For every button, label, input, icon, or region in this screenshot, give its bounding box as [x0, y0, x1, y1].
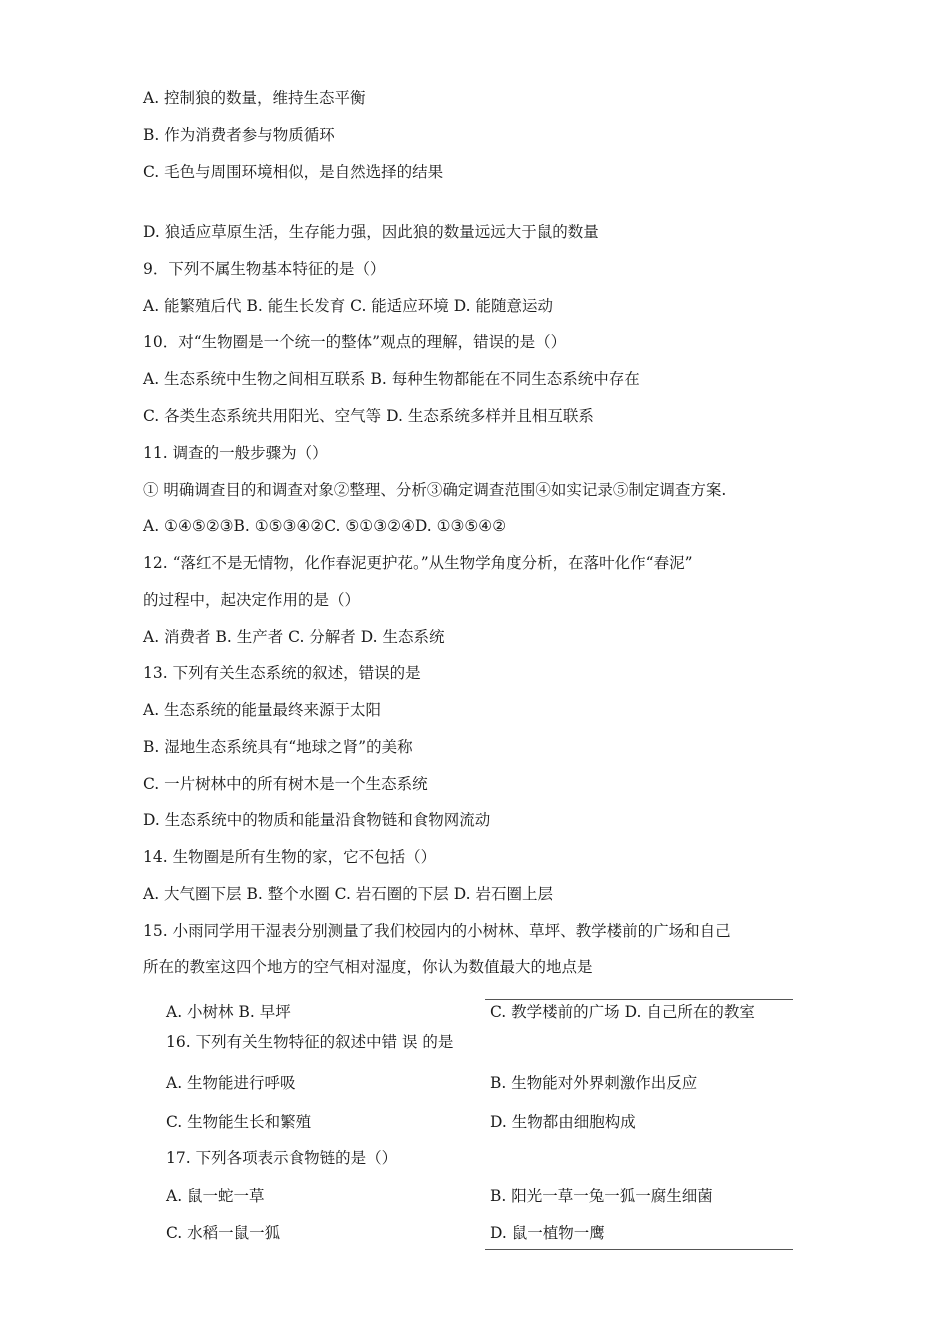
q11-stem: 11. 调查的一般步骤为（）: [143, 444, 328, 462]
q12-stem-line2: 的过程中，起决定作用的是（）: [143, 591, 361, 609]
q11-steps: ① 明确调查目的和调查对象②整理、分析③确定调查范围④如实记录⑤制定调查方案.: [143, 481, 727, 499]
q8-option-a: A. 控制狼的数量，维持生态平衡: [143, 89, 366, 107]
q17-option-d: D. 鼠一植物一鹰: [490, 1224, 605, 1242]
q16-stem: 16. 下列有关生物特征的叙述中错 误 的是: [166, 1033, 454, 1051]
q15-stem-line1: 15. 小雨同学用干湿表分别测量了我们校园内的小树林、草坪、教学楼前的广场和自己: [143, 922, 731, 940]
divider-rule-top: [485, 999, 793, 1000]
q13-stem: 13. 下列有关生态系统的叙述，错误的是: [143, 664, 421, 682]
q9-stem: 9．下列不属生物基本特征的是（）: [143, 260, 386, 278]
q10-options-cd: C. 各类生态系统共用阳光、空气等 D. 生态系统多样并且相互联系: [143, 407, 594, 425]
q16-option-c: C. 生物能生长和繁殖: [166, 1113, 312, 1131]
q13-option-b: B. 湿地生态系统具有“地球之肾”的美称: [143, 738, 413, 756]
q16-option-b: B. 生物能对外界刺激作出反应: [490, 1074, 698, 1092]
q10-options-ab: A. 生态系统中生物之间相互联系 B. 每种生物都能在不同生态系统中存在: [143, 370, 640, 388]
q10-stem: 10．对“生物圈是一个统一的整体”观点的理解，错误的是（）: [143, 333, 567, 351]
q15-options-left: A. 小树林 B. 早坪: [166, 1003, 291, 1021]
q8-option-c: C. 毛色与周围环境相似，是自然选择的结果: [143, 163, 444, 181]
q17-stem: 17. 下列各项表示食物链的是（）: [166, 1149, 398, 1167]
q15-options-right: C. 教学楼前的广场 D. 自己所在的教室: [490, 1003, 755, 1021]
q14-options: A. 大气圈下层 B. 整个水圈 C. 岩石圈的下层 D. 岩石圈上层: [143, 885, 553, 903]
q16-option-a: A. 生物能进行呼吸: [166, 1074, 296, 1092]
q8-option-d: D. 狼适应草原生活，生存能力强，因此狼的数量远远大于鼠的数量: [143, 223, 599, 241]
q16-option-d: D. 生物都由细胞构成: [490, 1113, 636, 1131]
q13-option-d: D. 生态系统中的物质和能量沿食物链和食物网流动: [143, 811, 491, 829]
q9-options: A. 能繁殖后代 B. 能生长发育 C. 能适应环境 D. 能随意运动: [143, 297, 553, 315]
q14-stem: 14. 生物圈是所有生物的家，它不包括（）: [143, 848, 437, 866]
q17-option-c: C. 水稻一鼠一狐: [166, 1224, 281, 1242]
q13-option-a: A. 生态系统的能量最终来源于太阳: [143, 701, 382, 719]
divider-rule-bottom: [485, 1249, 793, 1250]
q17-option-b: B. 阳光一草一兔一狐一腐生细菌: [490, 1187, 713, 1205]
q11-options: A. ①④⑤②③B. ①⑤③④②C. ⑤①③②④D. ①③⑤④②: [143, 517, 507, 535]
q13-option-c: C. 一片树林中的所有树木是一个生态系统: [143, 775, 428, 793]
q15-stem-line2: 所在的教室这四个地方的空气相对湿度，你认为数值最大的地点是: [143, 958, 593, 976]
q17-option-a: A. 鼠一蛇一草: [166, 1187, 265, 1205]
q8-option-b: B. 作为消费者参与物质循环: [143, 126, 335, 144]
q12-stem-line1: 12. “落红不是无情物，化作春泥更护花。”从生物学角度分析，在落叶化作“春泥”: [143, 554, 693, 572]
q12-options: A. 消费者 B. 生产者 C. 分解者 D. 生态系统: [143, 628, 445, 646]
